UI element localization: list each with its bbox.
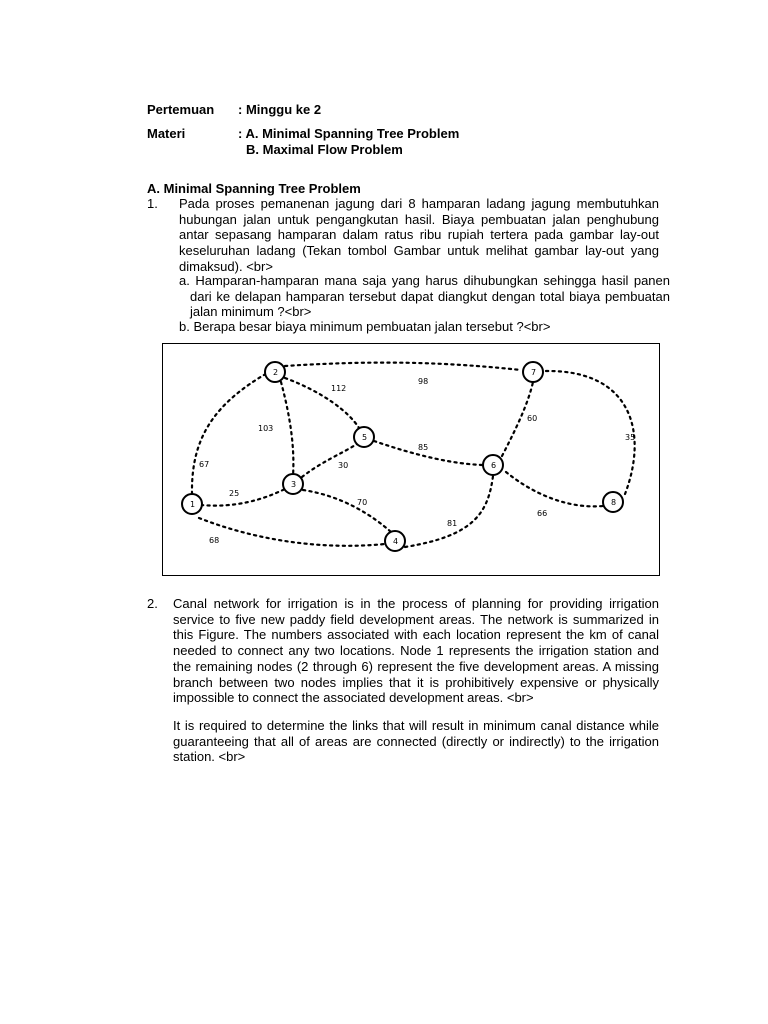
edge-3-4 xyxy=(303,490,391,532)
edge-3-5 xyxy=(302,444,357,477)
edge-2-7-label: 98 xyxy=(418,377,429,386)
item1-sub-a: a. Hamparan-hamparan mana saja yang harus dihubungkan sehingga hasil panen dari ke delapan hamparan tersebut dapat diangkut dengan total biaya pembuatan jalan minimum ?<br> xyxy=(179,273,670,320)
item1-number: 1. xyxy=(147,196,158,211)
edge-2-5 xyxy=(285,378,359,428)
edge-5-6-label: 85 xyxy=(418,443,429,452)
material-value-a: : A. Minimal Spanning Tree Problem xyxy=(238,126,460,141)
meeting-label: Pertemuan xyxy=(147,102,215,117)
edge-1-2-label: 67 xyxy=(199,460,210,469)
edge-7-8 xyxy=(546,371,635,494)
edge-3-5-label: 30 xyxy=(338,461,349,470)
edge-4-6 xyxy=(405,476,493,547)
item2-text: Canal network for irrigation is in the process of planning for providing irrigation service to five new paddy field development areas. The network is summarized in this Figure. The numbers associated with each location represent the km of canal needed to connect any two locations. Node 1 represents the irrigation station and the remaining nodes (2 through 6) represent the five development areas. A missing branch between two nodes implies that it is prohibitively expensive or physically impossible to connect the associated development areas. <br> xyxy=(173,596,659,706)
edge-6-8-label: 66 xyxy=(537,509,548,518)
edge-6-7-label: 60 xyxy=(527,414,538,423)
edge-2-3 xyxy=(281,382,293,476)
node-5-label: 5 xyxy=(362,433,368,442)
node-2-label: 2 xyxy=(273,368,279,377)
section-a-title: A. Minimal Spanning Tree Problem xyxy=(147,181,361,196)
edge-6-8 xyxy=(506,472,603,506)
edge-1-2 xyxy=(192,372,269,494)
node-1-label: 1 xyxy=(190,500,196,509)
edge-1-3 xyxy=(201,488,287,506)
item2-number: 2. xyxy=(147,596,158,611)
edge-4-6-label: 81 xyxy=(447,519,458,528)
edge-1-4-label: 68 xyxy=(209,536,220,545)
material-label: Materi xyxy=(147,126,186,141)
edge-1-3-label: 25 xyxy=(229,489,240,498)
network-svg xyxy=(163,344,661,577)
edge-5-6 xyxy=(374,441,483,465)
meeting-value: : Minggu ke 2 xyxy=(238,102,322,117)
network-diagram xyxy=(162,343,660,576)
edge-3-4-label: 70 xyxy=(357,498,368,507)
edge-1-4 xyxy=(199,518,385,546)
edge-2-3-label: 103 xyxy=(258,424,274,433)
edge-7-8-label: 35 xyxy=(625,433,636,442)
node-7-label: 7 xyxy=(531,368,537,377)
item1-text: Pada proses pemanenan jagung dari 8 hamparan ladang jagung membutuhkan hubungan jalan untuk pengangkutan hasil. Biaya pembuatan jalan penghubung antar sepasang hamparan dalam ratus ribu rupiah tertera pada gambar lay-out keseluruhan ladang (Tekan tombol Gambar untuk melihat gambar lay-out yang dimaksud). <br> xyxy=(179,196,659,274)
node-6-label: 6 xyxy=(491,461,497,470)
edge-2-5-label: 112 xyxy=(331,384,347,393)
node-3-label: 3 xyxy=(291,480,297,489)
material-value-b: B. Maximal Flow Problem xyxy=(246,142,403,157)
item1-sub-b: b. Berapa besar biaya minimum pembuatan jalan tersebut ?<br> xyxy=(179,319,551,334)
node-4-label: 4 xyxy=(393,537,399,546)
item2-text-2: It is required to determine the links that will result in minimum canal distance while guaranteeing that all of areas are connected (directly or indirectly) to the irrigation station. <br> xyxy=(173,718,659,765)
node-8-label: 8 xyxy=(611,498,617,507)
edge-2-7 xyxy=(285,363,521,370)
